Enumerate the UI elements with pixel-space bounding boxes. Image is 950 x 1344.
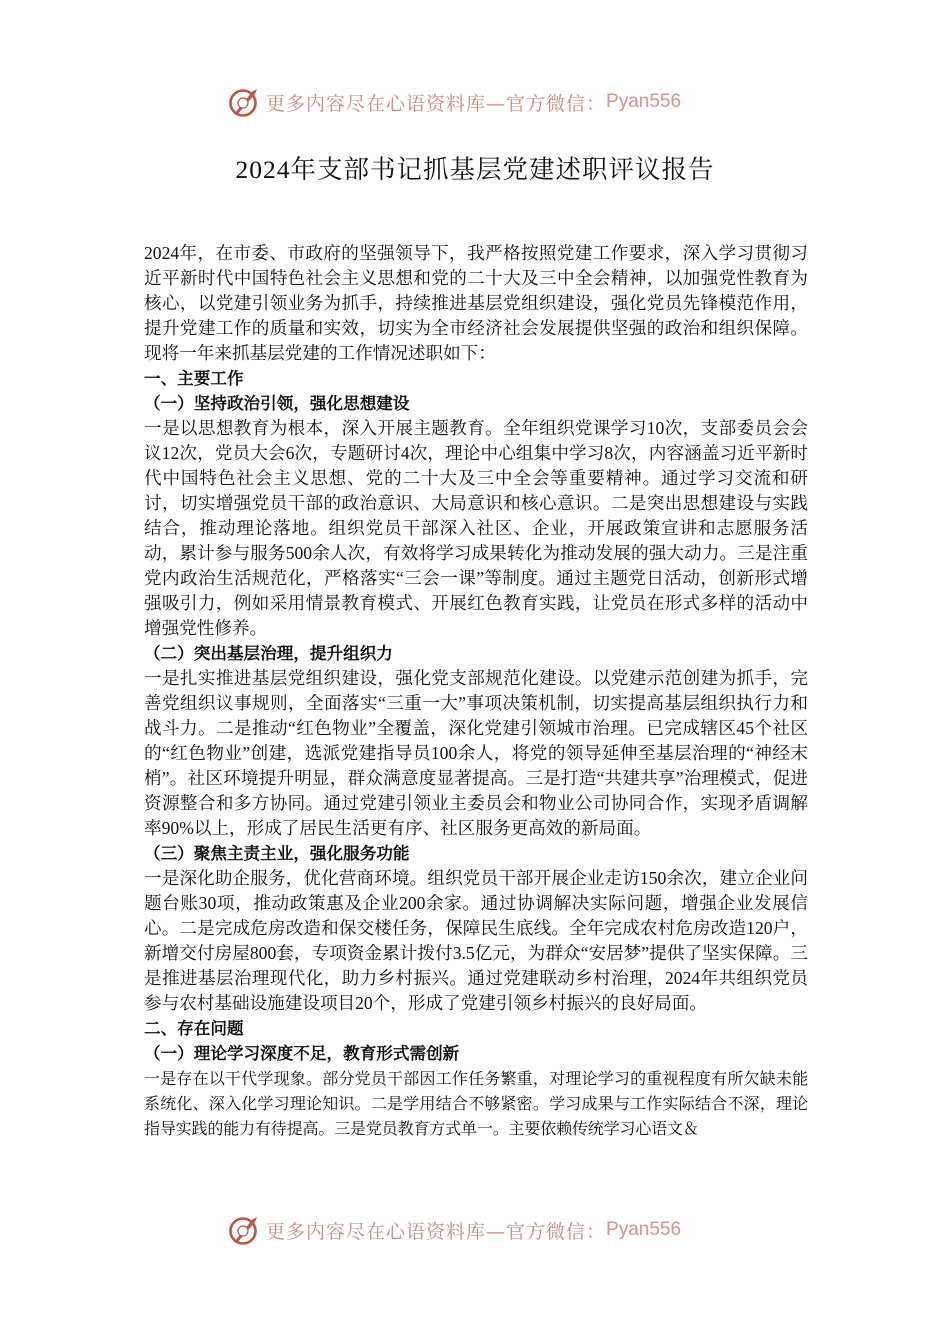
watermark-banner-bottom xyxy=(226,1210,746,1250)
paragraph-political: 一是以思想教育为根本，深入开展主题教育。全年组织党课学习10次，支部委员会会议12次，党员大会6次，专题研讨4次，理论中心组集中学习8次，内容涵盖习近平新时代中国特色社会主义思想、党的二十大及三中全会等重要精神。通过学习交流和研讨，切实增强党员干部的政治意识、大局意识和核心意识。二是突出思想建设与实践结合，推动理论落地。组织党员干部深入社区、企业，开展政策宣讲和志愿服务活动，累计参与服务500余人次，有效将学习成果转化为推动发展的强大动力。三是注重党内政治生活规范化，严格落实“三会一课”等制度。通过主题党日活动，创新形式增强吸引力，例如采用情景教育模式、开展红色教育实践，让党员在形式多样的活动中增强党性修养。 xyxy=(144,418,808,638)
subsection-heading-theory-study: （一）理论学习深度不足，教育形式需创新 xyxy=(144,1044,460,1063)
banner-wechat-id: Pyan556 xyxy=(606,91,682,112)
banner-text: 更多内容尽在心语资料库—官方微信： xyxy=(266,1220,607,1243)
paragraph-service: 一是深化助企服务，优化营商环境。组织党员干部开展企业走访150余次，建立企业问题台账30项，推动政策惠及企业200余家。通过协调解决实际问题，增强企业发展信心。二是完成危房改造和保交楼任务，保障民生底线。全年完成农村危房改造120户，新增交付房屋800套，专项资金累计拨付3.5亿元，为群众“安居梦”提供了坚实保障。三是推进基层治理现代化，助力乡村振兴。通过党建联动乡村治理，2024年共组织党员参与农村基础设施建设项目20个，形成了党建引领乡村振兴的良好局面。 xyxy=(144,868,808,1013)
section-heading-problems: 二、存在问题 xyxy=(144,1019,244,1038)
subsection-heading-service: （三）聚焦主责主业，强化服务功能 xyxy=(144,844,410,863)
brush-logo-icon xyxy=(226,1212,262,1248)
banner-wechat-id: Pyan556 xyxy=(606,1219,682,1240)
section-heading-main-work: 一、主要工作 xyxy=(144,369,244,388)
subsection-heading-political: （一）坚持政治引领，强化思想建设 xyxy=(144,394,410,413)
subsection-heading-governance: （二）突出基层治理，提升组织力 xyxy=(144,644,393,663)
paragraph-governance: 一是扎实推进基层党组织建设，强化党支部规范化建设。以党建示范创建为抓手，完善党组织议事规则，全面落实“三重一大”事项决策机制，切实提高基层组织执行力和战斗力。二是推动“红色物业”全覆盖，深化党建引领城市治理。已完成辖区45个社区的“红色物业”创建，选派党建指导员100余人，将党的领导延伸至基层治理的“神经末梢”。社区环境提升明显，群众满意度显著提高。三是打造“共建共享”治理模式，促进资源整合和多方协同。通过党建引领业主委员会和物业公司协同合作，实现矛盾调解率90%以上，形成了居民生活更有序、社区服务更高效的新局面。 xyxy=(144,668,808,838)
watermark-banner-top xyxy=(226,82,746,122)
page-title: 2024年支部书记抓基层党建述职评议报告 xyxy=(235,155,715,184)
intro-paragraph: 2024年，在市委、市政府的坚强领导下，我严格按照党建工作要求，深入学习贯彻习近平新时代中国特色社会主义思想和党的二十大及三中全会精神，以加强党性教育为核心，以党建引领业务为抓手，持续推进基层党组织建设，强化党员先锋模范作用，提升党建工作的质量和实效，切实为全市经济社会发展提供坚强的政治和组织保障。现将一年来抓基层党建的工作情况述职如下： xyxy=(144,243,808,363)
paragraph-theory-study: 一是存在以干代学现象。部分党员干部因工作任务繁重，对理论学习的重视程度有所欠缺未能系统化、深入化学习理论知识。二是学用结合不够紧密。学习成果与工作实际结合不深，理论指导实践的能力有待提高。三是党员教育方式单一。主要依赖传统学习心语文＆ xyxy=(144,1069,808,1138)
report-body xyxy=(144,241,808,1141)
brush-logo-icon xyxy=(226,84,262,120)
banner-text: 更多内容尽在心语资料库—官方微信： xyxy=(266,92,607,115)
